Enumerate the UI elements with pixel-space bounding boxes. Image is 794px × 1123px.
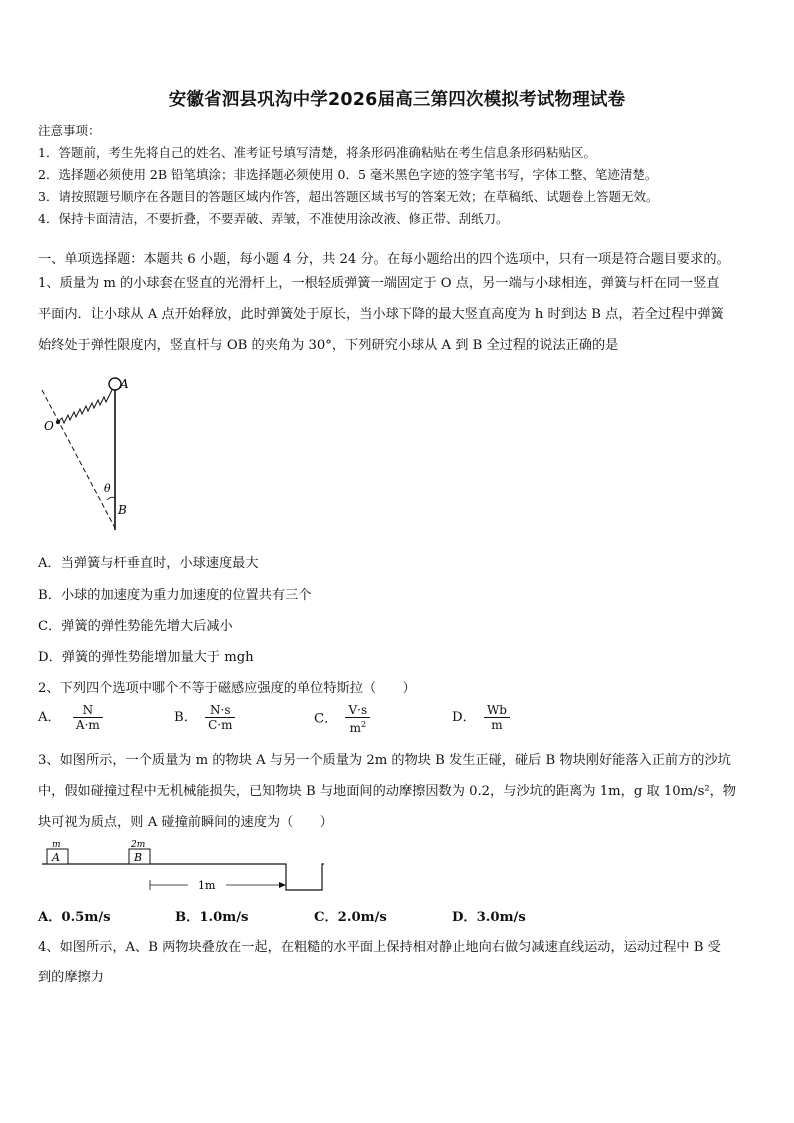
distance-label: 1m: [198, 879, 216, 892]
q2-option-a-fraction: [73, 703, 103, 732]
q2-option-c-label: C．: [314, 711, 338, 727]
block-b-label: B: [134, 851, 143, 864]
q2-option-b-label: B．: [174, 710, 197, 725]
q2-option-d-fraction: [484, 703, 510, 732]
q1-stem-line-3: 始终处于弹性限度内，竖直杆与 OB 的夹角为 30°，下列研究小球从 A 到 B 全过程的说法正确的是: [38, 338, 619, 353]
label-o: O: [44, 419, 54, 433]
section-heading: 一、单项选择题：本题共 6 小题，每小题 4 分，共 24 分。在每小题给出的四个选项中，只有一项是符合题目要求的。: [38, 252, 730, 267]
notice-heading: 注意事项：: [38, 123, 101, 138]
notice-item-3: 3．请按照题号顺序在各题目的答题区域内作答，超出答题区域书写的答案无效；在草稿纸、试题卷上答题无效。: [38, 189, 659, 204]
point-o: [56, 420, 60, 424]
dimension-arrowhead: [279, 882, 286, 888]
q1-figure: [30, 368, 140, 533]
q1-stem-line-2: 平面内．让小球从 A 点开始释放，此时弹簧处于原长，当小球下降的最大竖直高度为 h 时到达 B 点，若全过程中弹簧: [38, 307, 724, 322]
block-a-label: A: [52, 851, 60, 864]
q4-stem-line-2: 到的摩擦力: [38, 970, 104, 985]
q3-option-d: D．3.0m/s: [452, 910, 526, 925]
q1-option-c: C．弹簧的弹性势能先增大后减小: [38, 619, 233, 634]
q2-option-d-label: D．: [452, 710, 476, 725]
q2-option-d-numerator: Wb: [486, 703, 507, 717]
q3-option-c: C．2.0m/s: [314, 910, 387, 925]
angle-arc: [107, 497, 115, 500]
q1-stem-line-1: 1、质量为 m 的小球套在竖直的光滑杆上，一根轻质弹簧一端固定于 O 点，另一端与小球相连，弹簧与杆在同一竖直: [38, 276, 720, 291]
label-b: B: [118, 503, 127, 517]
q3-stem-line-1: 3、如图所示，一个质量为 m 的物块 A 与另一个质量为 2m 的物块 B 发生正碰，碰后 B 物块刚好能落入正前方的沙坑: [38, 753, 731, 768]
q2-option-d-denominator: m: [484, 717, 510, 732]
q2-option-c: [314, 703, 370, 735]
q2-option-c-den-base: m: [349, 721, 361, 735]
notice-item-2: 2．选择题必须使用 2B 铅笔填涂；非选择题必须使用 0．5 毫米黑色字迹的签字笔书写，字体工整、笔迹清楚。: [38, 167, 658, 182]
q2-option-c-fraction: [345, 703, 370, 735]
q2-option-b-numerator: N·s: [210, 703, 231, 717]
q4-stem-line-1: 4、如图所示，A、B 两物块叠放在一起，在粗糙的水平面上保持相对静止地向右做匀减速直线运动，运动过程中 B 受: [38, 940, 721, 955]
label-theta: θ: [104, 482, 111, 495]
mass-b-label: 2m: [131, 840, 146, 850]
notice-item-4: 4．保持卡面清洁，不要折叠，不要弄破、弄皱，不准使用涂改液、修正带、刮纸刀。: [38, 211, 509, 226]
q2-stem: 2、下列四个选项中哪个不等于磁感应强度的单位特斯拉（ ）: [38, 681, 416, 696]
page-title: 安徽省泗县巩沟中学2026届高三第四次模拟考试物理试卷: [168, 90, 626, 110]
q3-stem-line-3: 块可视为质点，则 A 碰撞前瞬间的速度为（ ）: [38, 815, 333, 830]
line-ob-dashed: [42, 390, 115, 528]
q2-option-c-den-sup: 2: [360, 720, 367, 729]
q2-option-a-denominator: A·m: [73, 717, 103, 732]
q2-option-c-denominator: [345, 717, 370, 735]
q3-stem-line-2: 中，假如碰撞过程中无机械能损失，已知物块 B 与地面间的动摩擦因数为 0.2，与沙坑的距离为 1m，g 取 10m/s²，物: [38, 784, 736, 799]
q2-option-b-denominator: C·m: [205, 717, 235, 732]
q2-option-b-fraction: [205, 703, 235, 732]
notice-item-1: 1．答题前，考生先将自己的姓名、准考证号填写清楚，将条形码准确粘贴在考生信息条形码粘贴区。: [38, 145, 596, 160]
q2-option-a-numerator: N: [82, 703, 94, 717]
q2-option-a: [38, 703, 103, 732]
q3-option-a: A．0.5m/s: [38, 910, 111, 925]
q3-option-b: B．1.0m/s: [175, 910, 249, 925]
q1-option-b: B．小球的加速度为重力加速度的位置共有三个: [38, 588, 312, 603]
spring: [58, 390, 112, 423]
q2-option-d: [452, 703, 510, 732]
q1-option-a: A．当弹簧与杆垂直时，小球速度最大: [38, 556, 259, 571]
label-a: A: [120, 377, 129, 391]
q1-option-d: D．弹簧的弹性势能增加量大于 mgh: [38, 650, 254, 665]
q3-figure: [38, 836, 338, 898]
mass-a-label: m: [52, 840, 61, 850]
q2-option-a-label: A．: [38, 710, 61, 725]
q2-option-b: [174, 703, 235, 732]
q2-option-c-numerator: V·s: [348, 703, 368, 717]
